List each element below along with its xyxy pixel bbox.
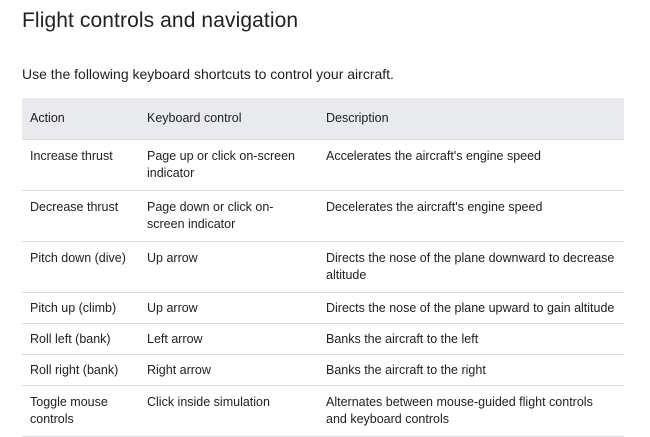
cell-action: Increase thrust [22, 140, 139, 191]
cell-action: Toggle mouse controls [22, 386, 139, 437]
cell-description: Banks the aircraft to the left [318, 324, 624, 355]
cell-keyboard-control: Click inside simulation [139, 386, 318, 437]
cell-keyboard-control: Up arrow [139, 293, 318, 324]
cell-description: Directs the nose of the plane downward to decrease altitude [318, 242, 624, 293]
cell-description: Alternates between mouse-guided flight controls and keyboard controls [318, 386, 624, 437]
cell-action: Pitch down (dive) [22, 242, 139, 293]
cell-action: Roll left (bank) [22, 324, 139, 355]
shortcuts-table [22, 98, 624, 437]
cell-keyboard-control: Up arrow [139, 242, 318, 293]
column-header-action: Action [22, 98, 139, 140]
cell-keyboard-control: Left arrow [139, 324, 318, 355]
cell-keyboard-control: Page down or click on-screen indicator [139, 191, 318, 242]
column-header-description: Description [318, 98, 624, 140]
table-row [22, 140, 624, 191]
table-body [22, 140, 624, 437]
cell-keyboard-control: Page up or click on-screen indicator [139, 140, 318, 191]
column-header-keyboard-control: Keyboard control [139, 98, 318, 140]
cell-description: Banks the aircraft to the right [318, 355, 624, 386]
cell-action: Decrease thrust [22, 191, 139, 242]
cell-description: Directs the nose of the plane upward to gain altitude [318, 293, 624, 324]
cell-action: Pitch up (climb) [22, 293, 139, 324]
cell-description: Decelerates the aircraft's engine speed [318, 191, 624, 242]
cell-description: Accelerates the aircraft's engine speed [318, 140, 624, 191]
intro-text: Use the following keyboard shortcuts to control your aircraft. [22, 66, 394, 82]
page-title: Flight controls and navigation [22, 9, 299, 32]
cell-action: Roll right (bank) [22, 355, 139, 386]
table-row [22, 293, 624, 324]
table-row [22, 191, 624, 242]
table-header [22, 98, 624, 140]
cell-keyboard-control: Right arrow [139, 355, 318, 386]
table-row [22, 355, 624, 386]
table-row [22, 242, 624, 293]
page-content [22, 0, 624, 437]
table-header-row [22, 98, 624, 140]
table-row [22, 386, 624, 437]
table-row [22, 324, 624, 355]
